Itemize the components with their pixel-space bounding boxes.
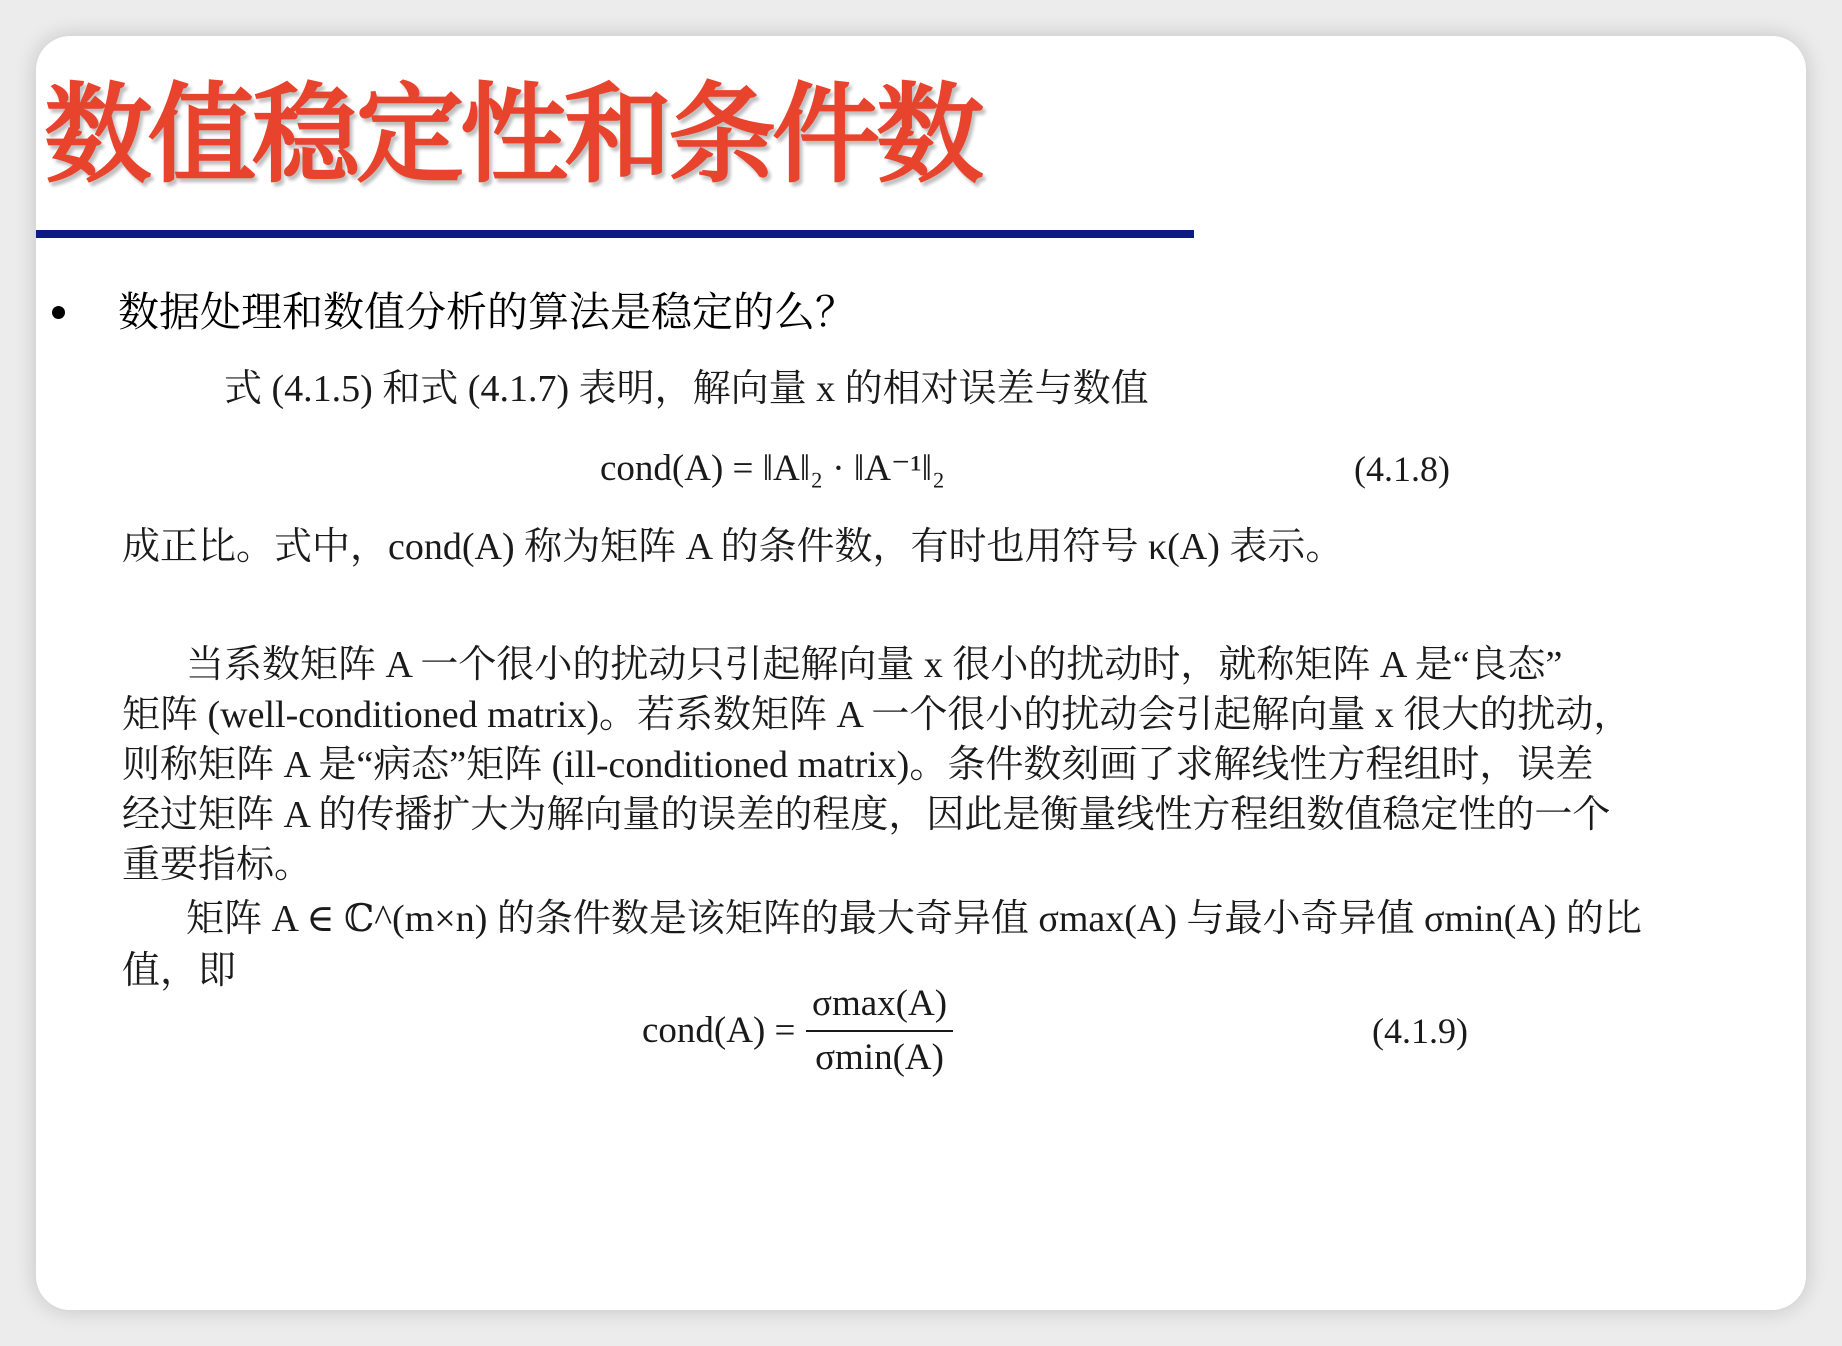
para2-line-4: 经过矩阵 A 的传播扩大为解向量的误差的程度，因此是衡量线性方程组数值稳定性的一个 [122,794,1611,836]
para3-line-1: 矩阵 A ∈ ℂ^(m×n) 的条件数是该矩阵的最大奇异值 σmax(A) 与最小奇异值 σmin(A) 的比 [186,898,1642,940]
fraction-numerator: σmax(A) [812,983,948,1024]
equation-4-1-9-fraction [806,980,953,1082]
scanned-textbook-excerpt [36,36,1806,1310]
para2-line-3: 则称矩阵 A 是“病态”矩阵 (ill-conditioned matrix)。条件数刻画了求解线性方程组时，误差 [122,744,1594,786]
equation-number-4-1-8: (4.1.8) [1354,449,1450,489]
para3-line-2: 值，即 [122,950,237,992]
para2-line-5: 重要指标。 [122,844,313,886]
fraction-bar [806,1030,953,1032]
para2-line-2: 矩阵 (well-conditioned matrix)。若系数矩阵 A 一个很小的扰动会引起解向量 x 很大的扰动， [122,694,1632,736]
slide-title: 数值稳定性和条件数 [44,73,981,198]
equation-4-1-8: cond(A) = ‖A‖₂ · ‖A⁻¹‖₂ [600,448,945,489]
equation-4-1-9-lhs: cond(A) = [642,1010,796,1051]
after-equation-line: 成正比。式中，cond(A) 称为矩阵 A 的条件数，有时也用符号 κ(A) 表示。 [122,526,1344,568]
fraction-denominator: σmin(A) [815,1037,944,1078]
slide [36,36,1806,1310]
intro-line: 式 (4.1.5) 和式 (4.1.7) 表明，解向量 x 的相对误差与数值 [224,368,1149,410]
equation-number-4-1-9: (4.1.9) [1372,1011,1468,1051]
para2-line-1: 当系数矩阵 A 一个很小的扰动只引起解向量 x 很小的扰动时，就称矩阵 A 是“良态” [186,644,1563,686]
bullet-text: 数据处理和数值分析的算法是稳定的么？ [118,288,856,336]
